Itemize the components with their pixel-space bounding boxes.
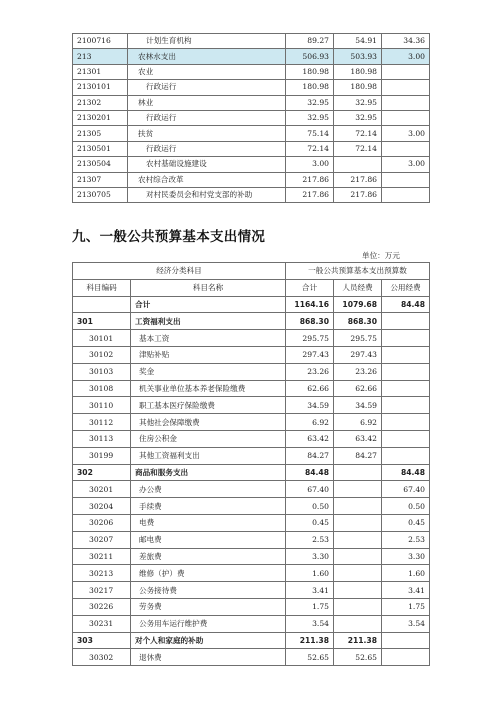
personnel-cell: 63.42: [334, 430, 382, 447]
table-row: [73, 548, 430, 565]
name-cell: 工资福利支出: [131, 313, 286, 330]
code-cell: 21307: [73, 172, 128, 187]
personnel-cell: 34.59: [334, 397, 382, 414]
table-row: [73, 531, 430, 548]
group-header-right: 一般公共预算基本支出预算数: [286, 263, 430, 280]
total-cell: 72.14: [286, 141, 334, 156]
public-cell: [382, 80, 430, 95]
personnel-cell: 23.26: [334, 363, 382, 380]
code-cell: 302: [73, 464, 131, 481]
code-cell: 30217: [73, 582, 131, 599]
table-row: [73, 172, 430, 187]
table-row: [73, 632, 430, 649]
personnel-cell: [334, 565, 382, 582]
name-cell: 奖金: [131, 363, 286, 380]
personnel-cell: [334, 548, 382, 565]
code-cell: 2130501: [73, 141, 128, 156]
personnel-cell: [334, 514, 382, 531]
name-cell: 基本工资: [131, 330, 286, 347]
name-cell: 农村综合改革: [128, 172, 286, 187]
personnel-cell: 62.66: [334, 380, 382, 397]
col-personnel-header: 人员经费: [334, 279, 382, 296]
table-row: [73, 126, 430, 141]
code-cell: 213: [73, 49, 128, 64]
personnel-cell: 180.98: [334, 80, 382, 95]
code-cell: 30101: [73, 330, 131, 347]
personnel-cell: 72.14: [334, 141, 382, 156]
public-cell: [382, 346, 430, 363]
public-cell: 1.75: [382, 598, 430, 615]
name-cell: 对个人和家庭的补助: [131, 632, 286, 649]
code-cell: 30103: [73, 363, 131, 380]
personnel-cell: 295.75: [334, 330, 382, 347]
code-cell: 30213: [73, 565, 131, 582]
table-row: [73, 380, 430, 397]
total-cell: 62.66: [286, 380, 334, 397]
personnel-cell: 52.65: [334, 649, 382, 666]
code-cell: 30204: [73, 498, 131, 515]
public-cell: 84.48: [382, 464, 430, 481]
total-cell: 84.48: [286, 464, 334, 481]
code-cell: 21301: [73, 64, 128, 79]
basic-expenditure-table: [72, 262, 430, 666]
total-cell: 0.50: [286, 498, 334, 515]
public-cell: [382, 632, 430, 649]
unit-label: 单位：万元: [362, 251, 400, 260]
public-cell: [382, 313, 430, 330]
table-row: [73, 397, 430, 414]
total-cell: 32.95: [286, 110, 334, 125]
table-row: [73, 498, 430, 515]
public-cell: [382, 397, 430, 414]
personnel-cell: [334, 615, 382, 632]
table-row: [73, 330, 430, 347]
personnel-cell: 32.95: [334, 110, 382, 125]
code-cell: [73, 296, 131, 313]
table-row: [73, 80, 430, 95]
total-cell: 3.54: [286, 615, 334, 632]
name-cell: 手续费: [131, 498, 286, 515]
col-public-header: 公用经费: [382, 279, 430, 296]
col-name-header: 科目名称: [131, 279, 286, 296]
name-cell: 退休费: [131, 649, 286, 666]
personnel-cell: [334, 157, 382, 172]
table-row: [73, 64, 430, 79]
total-cell: 63.42: [286, 430, 334, 447]
name-cell: 行政运行: [128, 80, 286, 95]
public-cell: [382, 187, 430, 202]
personnel-cell: 217.86: [334, 187, 382, 202]
total-cell: 89.27: [286, 34, 334, 49]
name-cell: 农村基础设施建设: [128, 157, 286, 172]
group-header-left: 经济分类科目: [73, 263, 286, 280]
code-cell: 30206: [73, 514, 131, 531]
table-row: [73, 582, 430, 599]
total-cell: 295.75: [286, 330, 334, 347]
table-row: [73, 34, 430, 49]
public-cell: 0.50: [382, 498, 430, 515]
total-cell: 2.53: [286, 531, 334, 548]
public-cell: [382, 380, 430, 397]
code-cell: 30226: [73, 598, 131, 615]
column-header-row: [73, 279, 430, 296]
code-cell: 30201: [73, 481, 131, 498]
table-row: [73, 363, 430, 380]
public-cell: 3.00: [382, 49, 430, 64]
total-cell: 180.98: [286, 64, 334, 79]
total-cell: 868.30: [286, 313, 334, 330]
personnel-cell: 72.14: [334, 126, 382, 141]
table-row: [73, 598, 430, 615]
name-cell: 职工基本医疗保险缴费: [131, 397, 286, 414]
name-cell: 公务接待费: [131, 582, 286, 599]
col-total-header: 合计: [286, 279, 334, 296]
total-cell: 180.98: [286, 80, 334, 95]
code-cell: 30207: [73, 531, 131, 548]
code-cell: 30110: [73, 397, 131, 414]
name-cell: 计划生育机构: [128, 34, 286, 49]
total-cell: 217.86: [286, 187, 334, 202]
name-cell: 扶贫: [128, 126, 286, 141]
code-cell: 2130201: [73, 110, 128, 125]
name-cell: 机关事业单位基本养老保险缴费: [131, 380, 286, 397]
name-cell: 农业: [128, 64, 286, 79]
public-cell: 3.30: [382, 548, 430, 565]
table-row: [73, 346, 430, 363]
public-cell: [382, 363, 430, 380]
personnel-cell: 503.93: [334, 49, 382, 64]
table-row: [73, 464, 430, 481]
personnel-cell: 1079.68: [334, 296, 382, 313]
public-cell: 67.40: [382, 481, 430, 498]
code-cell: 30302: [73, 649, 131, 666]
name-cell: 邮电费: [131, 531, 286, 548]
public-cell: [382, 330, 430, 347]
group-header-row: [73, 263, 430, 280]
code-cell: 2130504: [73, 157, 128, 172]
personnel-cell: [334, 481, 382, 498]
code-cell: 301: [73, 313, 131, 330]
personnel-cell: [334, 598, 382, 615]
public-cell: [382, 141, 430, 156]
table-row: [73, 514, 430, 531]
name-cell: 行政运行: [128, 110, 286, 125]
code-cell: 2130101: [73, 80, 128, 95]
total-cell: 67.40: [286, 481, 334, 498]
personnel-cell: [334, 582, 382, 599]
personnel-cell: 84.27: [334, 447, 382, 464]
total-cell: 52.65: [286, 649, 334, 666]
public-cell: [382, 430, 430, 447]
table-row: [73, 649, 430, 666]
name-cell: 差旅费: [131, 548, 286, 565]
name-cell: 对村民委员会和村党支部的补助: [128, 187, 286, 202]
section-title: 九、一般公共预算基本支出情况: [72, 229, 266, 245]
table-row: [73, 157, 430, 172]
total-cell: 75.14: [286, 126, 334, 141]
personnel-cell: [334, 531, 382, 548]
personnel-cell: 32.95: [334, 95, 382, 110]
code-cell: 30199: [73, 447, 131, 464]
public-cell: [382, 110, 430, 125]
public-cell: 1.60: [382, 565, 430, 582]
name-cell: 其他社会保障缴费: [131, 414, 286, 431]
public-cell: 3.54: [382, 615, 430, 632]
table-row: [73, 313, 430, 330]
name-cell: 林业: [128, 95, 286, 110]
name-cell: 行政运行: [128, 141, 286, 156]
code-cell: 303: [73, 632, 131, 649]
public-cell: 84.48: [382, 296, 430, 313]
total-cell: 3.00: [286, 157, 334, 172]
code-cell: 30113: [73, 430, 131, 447]
total-cell: 1.75: [286, 598, 334, 615]
total-cell: 211.38: [286, 632, 334, 649]
table-row: [73, 447, 430, 464]
table-row: [73, 95, 430, 110]
name-cell: 维修（护）费: [131, 565, 286, 582]
public-cell: [382, 649, 430, 666]
public-cell: 3.41: [382, 582, 430, 599]
personnel-cell: 211.38: [334, 632, 382, 649]
table-row: [73, 296, 430, 313]
personnel-cell: 868.30: [334, 313, 382, 330]
table-row: [73, 187, 430, 202]
public-cell: 3.00: [382, 157, 430, 172]
personnel-cell: [334, 464, 382, 481]
name-cell: 公务用车运行维护费: [131, 615, 286, 632]
total-cell: 506.93: [286, 49, 334, 64]
public-cell: [382, 447, 430, 464]
table-row: [73, 49, 430, 64]
total-cell: 0.45: [286, 514, 334, 531]
public-cell: 2.53: [382, 531, 430, 548]
code-cell: 30231: [73, 615, 131, 632]
code-cell: 21305: [73, 126, 128, 141]
personnel-cell: [334, 498, 382, 515]
total-cell: 84.27: [286, 447, 334, 464]
total-cell: 297.43: [286, 346, 334, 363]
total-cell: 6.92: [286, 414, 334, 431]
table-row: [73, 141, 430, 156]
code-cell: 30108: [73, 380, 131, 397]
name-cell: 劳务费: [131, 598, 286, 615]
personnel-cell: 6.92: [334, 414, 382, 431]
total-cell: 34.59: [286, 397, 334, 414]
code-cell: 21302: [73, 95, 128, 110]
total-cell: 23.26: [286, 363, 334, 380]
code-cell: 30211: [73, 548, 131, 565]
col-code-header: 科目编码: [73, 279, 131, 296]
personnel-cell: 54.91: [334, 34, 382, 49]
total-cell: 32.95: [286, 95, 334, 110]
personnel-cell: 297.43: [334, 346, 382, 363]
personnel-cell: 180.98: [334, 64, 382, 79]
public-cell: [382, 172, 430, 187]
table-row: [73, 110, 430, 125]
code-cell: 2130705: [73, 187, 128, 202]
table-row: [73, 615, 430, 632]
name-cell: 津贴补贴: [131, 346, 286, 363]
total-cell: 1.60: [286, 565, 334, 582]
table-row: [73, 414, 430, 431]
name-cell: 电费: [131, 514, 286, 531]
name-cell: 商品和服务支出: [131, 464, 286, 481]
functional-expenditure-table: [72, 33, 430, 203]
name-cell: 农林水支出: [128, 49, 286, 64]
personnel-cell: 217.86: [334, 172, 382, 187]
public-cell: [382, 64, 430, 79]
public-cell: 0.45: [382, 514, 430, 531]
table-row: [73, 430, 430, 447]
public-cell: 3.00: [382, 126, 430, 141]
total-cell: 3.41: [286, 582, 334, 599]
code-cell: 2100716: [73, 34, 128, 49]
table-row: [73, 481, 430, 498]
code-cell: 30112: [73, 414, 131, 431]
name-cell: 办公费: [131, 481, 286, 498]
public-cell: [382, 414, 430, 431]
public-cell: [382, 95, 430, 110]
name-cell: 住房公积金: [131, 430, 286, 447]
table-row: [73, 565, 430, 582]
total-cell: 217.86: [286, 172, 334, 187]
name-cell: 其他工资福利支出: [131, 447, 286, 464]
total-cell: 1164.16: [286, 296, 334, 313]
name-cell: 合计: [131, 296, 286, 313]
public-cell: 34.36: [382, 34, 430, 49]
total-cell: 3.30: [286, 548, 334, 565]
code-cell: 30102: [73, 346, 131, 363]
